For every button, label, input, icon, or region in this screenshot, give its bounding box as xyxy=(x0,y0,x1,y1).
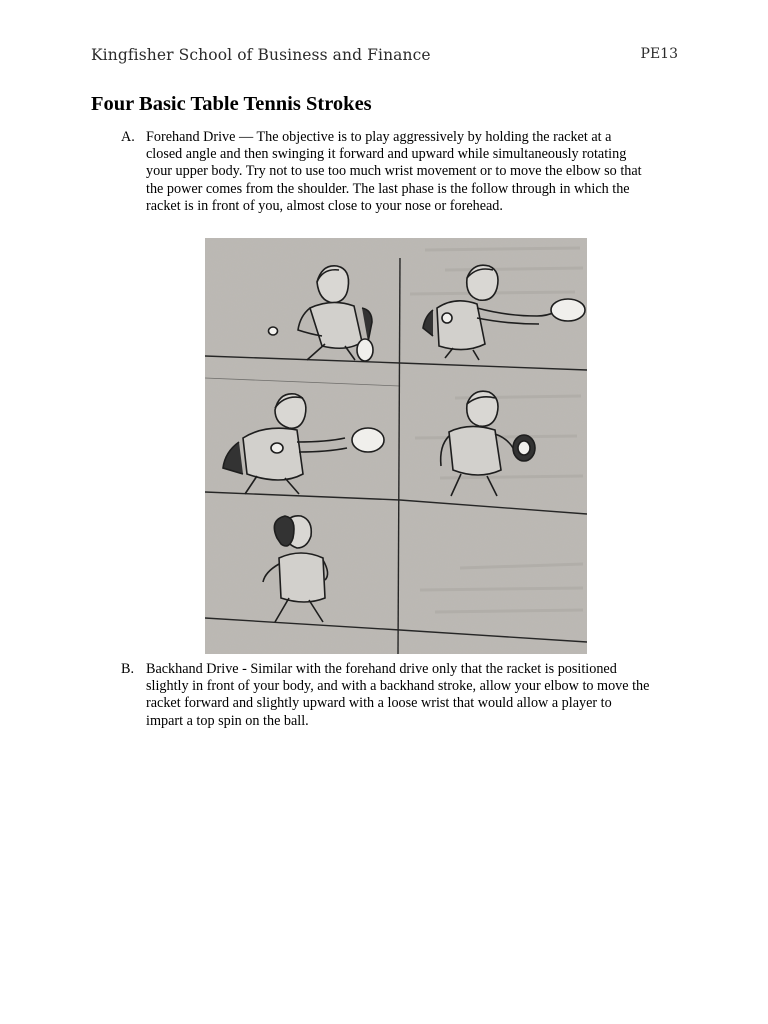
list-marker: B. xyxy=(121,661,135,677)
list-item-text: Backhand Drive - Similar with the forehand drive only that the racket is positioned slightly in front of your body, and with a backhand stroke, allow your elbow to move the racket forward and slightly upward with a loose wrist that would allow a player to impart a top spin on the ball. xyxy=(146,661,650,729)
forehand-drive-figure xyxy=(205,238,587,654)
school-name: Kingfisher School of Business and Finance xyxy=(91,46,431,64)
page-title: Four Basic Table Tennis Strokes xyxy=(91,93,372,115)
list-item-text: Forehand Drive — The objective is to play aggressively by holding the racket at a closed angle and then swinging it forward and upward while simultaneously rotating your upper body. Try not to use too much wrist movement or to move the elbow so that the power comes from the shoulder. The last phase is the follow through in which the racket is in front of you, almost close to your nose or forehead. xyxy=(146,129,642,214)
page-header xyxy=(91,46,678,68)
list-item-backhand-drive xyxy=(121,661,651,730)
list-marker: A. xyxy=(121,129,135,145)
course-code: PE13 xyxy=(640,46,678,62)
list-item-forehand-drive xyxy=(121,129,651,215)
forehand-drive-sequence-icon xyxy=(205,238,587,654)
